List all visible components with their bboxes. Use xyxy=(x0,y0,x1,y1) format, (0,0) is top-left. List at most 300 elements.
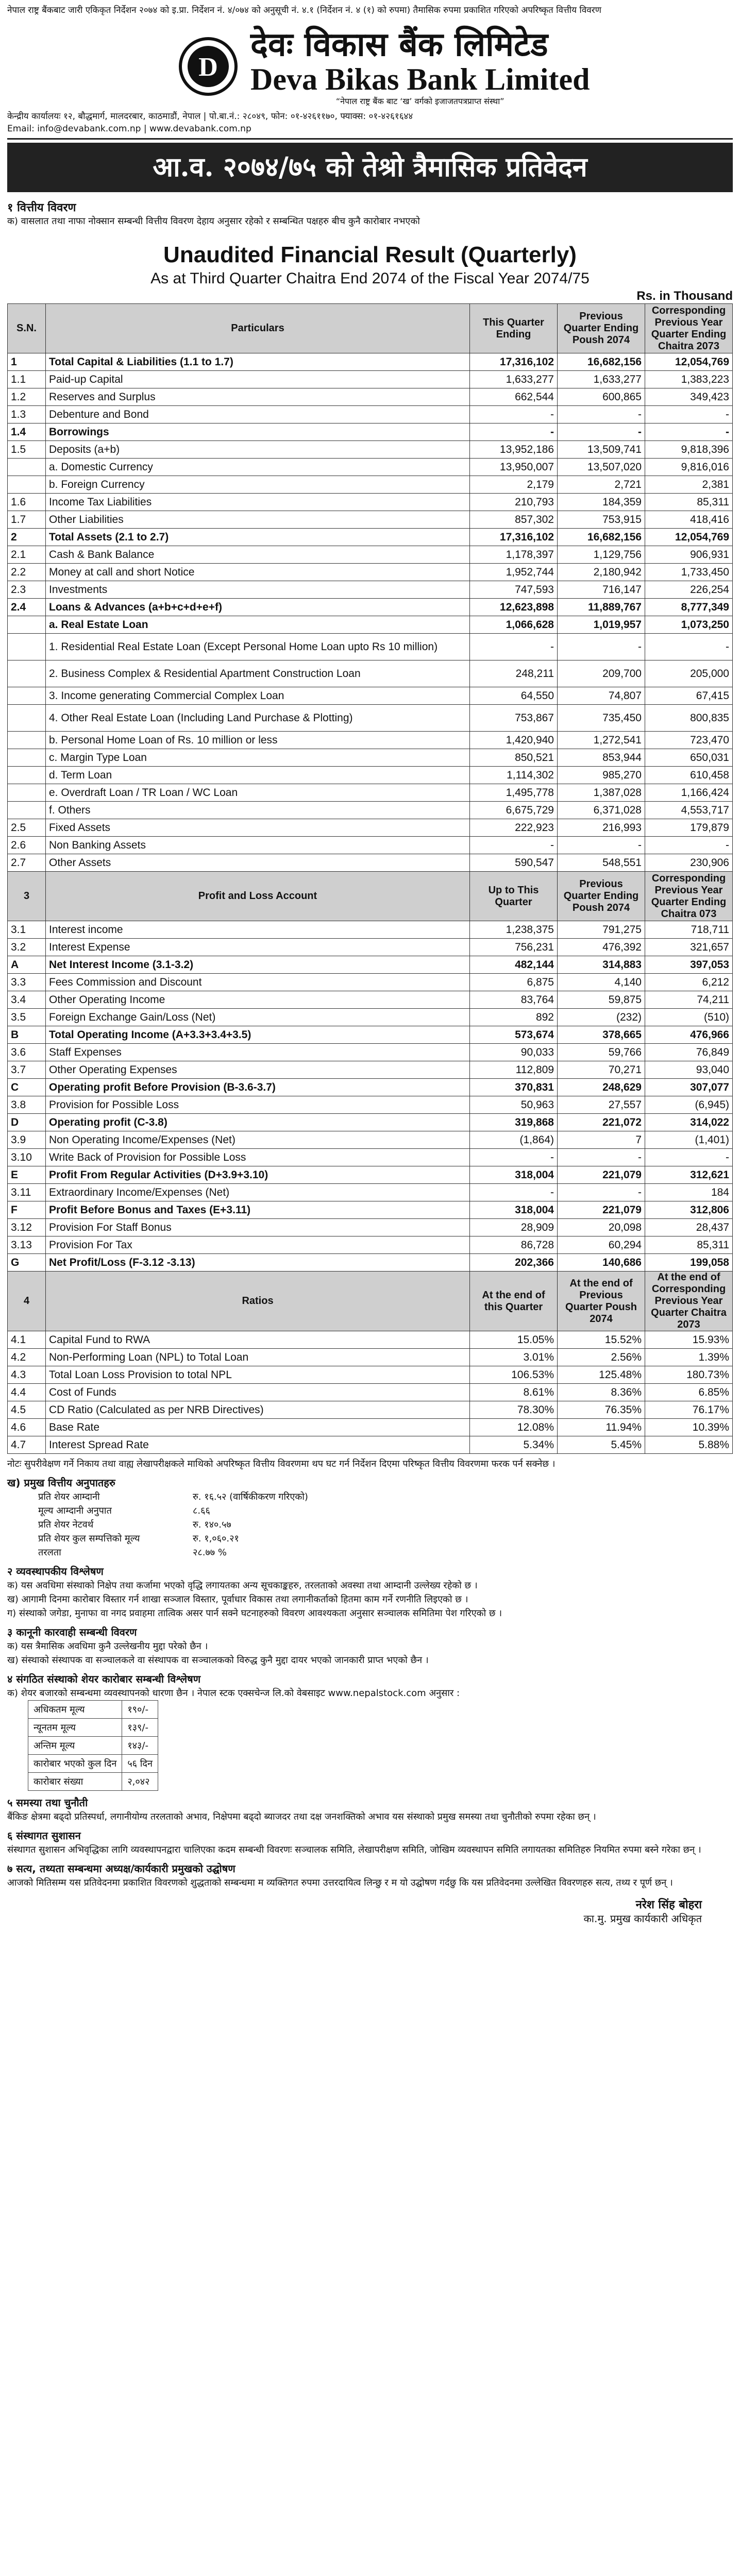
table-row xyxy=(8,1061,733,1079)
table-cell: 314,022 xyxy=(645,1114,733,1131)
table-cell: 1.5 xyxy=(8,441,46,459)
table-cell: - xyxy=(645,1149,733,1166)
table-cell: 662,544 xyxy=(470,388,558,406)
table-cell: 1,129,756 xyxy=(558,546,645,564)
section-2-para: ग) संस्थाको जगेडा, मुनाफा वा नगद प्रवाहमा तात्विक असर पार्न सक्ने घटनाहरुको विवरण आवश्यकता अनुसार सञ्चालक समितिमा पेश गरिएको छ । xyxy=(7,1608,502,1619)
table-cell: 753,867 xyxy=(470,705,558,732)
table-cell: Total Loan Loss Provision to total NPL xyxy=(46,1366,470,1384)
table-cell: 5.88% xyxy=(645,1436,733,1454)
table-cell: Interest income xyxy=(46,921,470,939)
table-cell: 85,311 xyxy=(645,494,733,511)
table-cell: 1,114,302 xyxy=(470,767,558,784)
table-cell: - xyxy=(470,837,558,854)
section-4-heading: ४ संगठित संस्थाको शेयर कारोबार सम्बन्धी विश्लेषण xyxy=(7,1673,201,1685)
table-cell: २,०४२ xyxy=(122,1773,158,1791)
table-cell: 4,553,717 xyxy=(645,802,733,819)
table-cell: 4.1 xyxy=(8,1331,46,1349)
table-cell: 735,450 xyxy=(558,705,645,732)
section-5-para: बैंकिङ क्षेत्रमा बढ्दो प्रतिस्पर्धा, लगानीयोग्य तरलताको अभाव, निक्षेपमा बढ्दो ब्याजदर तथा दक्ष जनशक्तिको अभाव यस संस्थाको प्रमुख समस्या तथा चुनौतीको रुपमा रहेका छन् । xyxy=(7,1811,596,1822)
table-cell: 397,053 xyxy=(645,956,733,974)
table-cell: 1,387,028 xyxy=(558,784,645,802)
table-cell: - xyxy=(558,634,645,660)
table-cell: 3.12 xyxy=(8,1219,46,1236)
table-cell: 86,728 xyxy=(470,1236,558,1254)
table-cell: 3.4 xyxy=(8,991,46,1009)
share-row xyxy=(28,1719,158,1737)
table-cell: 4.7 xyxy=(8,1436,46,1454)
table-cell: 76.35% xyxy=(558,1401,645,1419)
table-cell: 716,147 xyxy=(558,581,645,599)
share-row xyxy=(28,1755,158,1773)
table-cell: 180.73% xyxy=(645,1366,733,1384)
section-2-heading: २ व्यवस्थापकीय विश्लेषण xyxy=(7,1565,104,1578)
table-cell: 16,682,156 xyxy=(558,529,645,546)
table-row xyxy=(8,749,733,767)
table-row xyxy=(8,459,733,476)
table-row xyxy=(8,974,733,991)
header-cell: Corresponding Previous Year Quarter Ending Chaitra 073 xyxy=(645,872,733,921)
address-line: केन्द्रीय कार्यालयः १२, बौद्धमार्ग, मालदरबार, काठमाडौं, नेपाल | पो.बा.नं.: २८०४९, फोन: ०१-४२६११७०, फ्याक्स: ०१-४२६१६४४ xyxy=(7,111,413,122)
table-cell: 64,550 xyxy=(470,687,558,705)
table-cell: 221,072 xyxy=(558,1114,645,1131)
table-cell xyxy=(8,687,46,705)
table-cell: 2.1 xyxy=(8,546,46,564)
table-cell: 28,909 xyxy=(470,1219,558,1236)
table-row xyxy=(8,634,733,660)
table-cell: Provision For Tax xyxy=(46,1236,470,1254)
table-cell: 70,271 xyxy=(558,1061,645,1079)
table2-body xyxy=(8,921,733,1272)
table-cell: e. Overdraft Loan / TR Loan / WC Loan xyxy=(46,784,470,802)
table-cell: 2 xyxy=(8,529,46,546)
table-row xyxy=(8,1044,733,1061)
ratio-item xyxy=(38,1490,327,1504)
table-cell: 209,700 xyxy=(558,660,645,687)
table-row xyxy=(8,956,733,974)
table-cell: 1,495,778 xyxy=(470,784,558,802)
table-cell: Non Banking Assets xyxy=(46,837,470,854)
table-row xyxy=(8,423,733,441)
header-cell: Corresponding Previous Year Quarter Ending Chaitra 2073 xyxy=(645,304,733,353)
table-cell: 1,633,277 xyxy=(470,371,558,388)
table-cell: Profit Before Bonus and Taxes (E+3.11) xyxy=(46,1201,470,1219)
table-cell: 12,054,769 xyxy=(645,353,733,371)
table-cell: 1. Residential Real Estate Loan (Except Personal Home Loan upto Rs 10 million) xyxy=(46,634,470,660)
header-cell: At the end of Previous Quarter Poush 2074 xyxy=(558,1272,645,1331)
table-cell: 4.3 xyxy=(8,1366,46,1384)
table-cell: 573,674 xyxy=(470,1026,558,1044)
table-cell: 9,816,016 xyxy=(645,459,733,476)
table-cell: 610,458 xyxy=(645,767,733,784)
ratios-heading: ख) प्रमुख वित्तीय अनुपातहरु xyxy=(7,1477,115,1489)
table-cell: F xyxy=(8,1201,46,1219)
table-cell: Total Capital & Liabilities (1.1 to 1.7) xyxy=(46,353,470,371)
table-cell: B xyxy=(8,1026,46,1044)
table-cell: 12.08% xyxy=(470,1419,558,1436)
table-cell: Paid-up Capital xyxy=(46,371,470,388)
table-cell: 5.45% xyxy=(558,1436,645,1454)
table-cell: 6.85% xyxy=(645,1384,733,1401)
table-row xyxy=(8,660,733,687)
table-cell: 2.4 xyxy=(8,599,46,616)
table-cell: 307,077 xyxy=(645,1079,733,1096)
table-cell: १४३/- xyxy=(122,1737,158,1755)
table2-header-body xyxy=(8,872,733,921)
table-cell: 6,875 xyxy=(470,974,558,991)
table-cell xyxy=(8,802,46,819)
table-cell: Provision for Possible Loss xyxy=(46,1096,470,1114)
table-cell: 76,849 xyxy=(645,1044,733,1061)
table-cell: 8,777,349 xyxy=(645,599,733,616)
footnote: नोटः सुपरीवेक्षण गर्ने निकाय तथा वाह्य लेखापरीक्षकले माथिको अपरिष्कृत वित्तीय विवरणमा थप घट गर्न निर्देशन दिएमा परिष्कृत वित्तीय विवरणमा फरक पर्न सक्नेछ । xyxy=(7,1459,556,1469)
notes-block xyxy=(7,1457,733,1926)
table-cell: ५६ दिन xyxy=(122,1755,158,1773)
table-cell: 2,179 xyxy=(470,476,558,494)
table-cell: 6,212 xyxy=(645,974,733,991)
table-cell: 15.05% xyxy=(470,1331,558,1349)
table-cell: 418,416 xyxy=(645,511,733,529)
table-cell: १९०/- xyxy=(122,1701,158,1719)
table-cell: Reserves and Surplus xyxy=(46,388,470,406)
table-cell: 13,950,007 xyxy=(470,459,558,476)
table-row xyxy=(8,767,733,784)
table-cell: (1,864) xyxy=(470,1131,558,1149)
table-cell: - xyxy=(645,423,733,441)
table-cell: 17,316,102 xyxy=(470,529,558,546)
table-cell: 221,079 xyxy=(558,1201,645,1219)
table-cell: 3.5 xyxy=(8,1009,46,1026)
table-cell: 15.52% xyxy=(558,1331,645,1349)
header-cell: This Quarter Ending xyxy=(470,304,558,353)
section-1-note: क) वासलात तथा नाफा नोक्सान सम्बन्धी वित्तीय विवरण देहाय अनुसार रहेको र सम्बन्धित पक्षहरु बीच कुनै कारोबार नभएको xyxy=(7,216,420,227)
table-row xyxy=(8,406,733,423)
table-cell: 318,004 xyxy=(470,1166,558,1184)
brand-text xyxy=(250,26,590,107)
table-cell: Total Operating Income (A+3.3+3.4+3.5) xyxy=(46,1026,470,1044)
table-cell: 1.4 xyxy=(8,423,46,441)
header-cell: 3 xyxy=(8,872,46,921)
table-row xyxy=(8,529,733,546)
table-row xyxy=(8,1219,733,1236)
header-cell: Previous Quarter Ending Poush 2074 xyxy=(558,872,645,921)
table-cell: 8.36% xyxy=(558,1384,645,1401)
table-cell: Borrowings xyxy=(46,423,470,441)
table-cell: 590,547 xyxy=(470,854,558,872)
table-cell: 3.9 xyxy=(8,1131,46,1149)
regulation-line: नेपाल राष्ट्र बैंकबाट जारी एकिकृत निर्देशन २०७४ को इ.प्रा. निर्देशन नं. ४/०७४ को अनुसूची नं. ४.१ (निर्देशन नं. ४ (१) को रुपमा) तैमासिक रुपमा प्रकाशित गरिएको अपरिष्कृत वित्तीय विवरण xyxy=(7,5,601,15)
table-cell: 319,868 xyxy=(470,1114,558,1131)
table-cell: Operating profit (C-3.8) xyxy=(46,1114,470,1131)
section-7-heading: ७ सत्य, तथ्यता सम्बन्धमा अध्यक्ष/कार्यकारी प्रमुखको उद्घोषण xyxy=(7,1862,236,1875)
table-cell: न्यूनतम मूल्य xyxy=(28,1719,122,1737)
table-cell: Cost of Funds xyxy=(46,1384,470,1401)
table-cell: 12,054,769 xyxy=(645,529,733,546)
table-cell: a. Real Estate Loan xyxy=(46,616,470,634)
table-cell: 60,294 xyxy=(558,1236,645,1254)
table-cell: 1,019,957 xyxy=(558,616,645,634)
ratio-value: रु. १,०६०.२१ xyxy=(193,1533,239,1544)
report-banner: आ.व. २०७४/७५ को तेश्रो त्रैमासिक प्रतिवेदन xyxy=(7,143,733,192)
table-cell: 1,073,250 xyxy=(645,616,733,634)
table-row xyxy=(8,1149,733,1166)
table-cell: - xyxy=(645,634,733,660)
table-cell: अन्तिम मूल्य xyxy=(28,1737,122,1755)
table-cell xyxy=(8,749,46,767)
table-row xyxy=(8,599,733,616)
ratio-label: प्रति शेयर आम्दानी xyxy=(38,1492,100,1502)
table-cell: - xyxy=(470,406,558,423)
table-cell: 476,392 xyxy=(558,939,645,956)
table1-body xyxy=(8,353,733,872)
table-cell: 3.3 xyxy=(8,974,46,991)
table-cell: 1 xyxy=(8,353,46,371)
table-cell: 600,865 xyxy=(558,388,645,406)
table-cell: 718,711 xyxy=(645,921,733,939)
table-cell: Net Interest Income (3.1-3.2) xyxy=(46,956,470,974)
table-cell: 892 xyxy=(470,1009,558,1026)
table-cell: 222,923 xyxy=(470,819,558,837)
table-row xyxy=(8,441,733,459)
share-row xyxy=(28,1701,158,1719)
table-row xyxy=(8,494,733,511)
ratio-value: ८.६६ xyxy=(193,1505,210,1516)
table-row xyxy=(8,1184,733,1201)
brand-header xyxy=(7,23,733,110)
table-row xyxy=(8,616,733,634)
table-cell: - xyxy=(558,837,645,854)
table-cell xyxy=(8,660,46,687)
table-cell: (6,945) xyxy=(645,1096,733,1114)
table-cell: 226,254 xyxy=(645,581,733,599)
table-cell: 59,875 xyxy=(558,991,645,1009)
table-cell: 1,952,744 xyxy=(470,564,558,581)
table-cell: 2.5 xyxy=(8,819,46,837)
table-cell: f. Others xyxy=(46,802,470,819)
share-row xyxy=(28,1773,158,1791)
table-cell: 76.17% xyxy=(645,1401,733,1419)
table-cell: 753,915 xyxy=(558,511,645,529)
table-cell: 4,140 xyxy=(558,974,645,991)
table-cell: 650,031 xyxy=(645,749,733,767)
table-cell: (232) xyxy=(558,1009,645,1026)
table-cell: 221,079 xyxy=(558,1166,645,1184)
table-cell: C xyxy=(8,1079,46,1096)
table-cell: 83,764 xyxy=(470,991,558,1009)
table-cell: Other Operating Expenses xyxy=(46,1061,470,1079)
table-cell: - xyxy=(470,1149,558,1166)
share-row xyxy=(28,1737,158,1755)
table-cell xyxy=(8,634,46,660)
table-cell: 16,682,156 xyxy=(558,353,645,371)
table-row xyxy=(8,837,733,854)
header-cell: At the end of Corresponding Previous Year Quarter Chaitra 2073 xyxy=(645,1272,733,1331)
table-cell: १३९/- xyxy=(122,1719,158,1737)
table-cell: 7 xyxy=(558,1131,645,1149)
company-tagline: “नेपाल राष्ट्र बैंक बाट ‘ख’ वर्गको इजाजतपत्रप्राप्त संस्था” xyxy=(335,96,504,106)
table-row xyxy=(8,784,733,802)
ratio-value: रु. १४०.५७ xyxy=(193,1519,231,1530)
table-cell: 15.93% xyxy=(645,1331,733,1349)
table-cell: 179,879 xyxy=(645,819,733,837)
table-cell: - xyxy=(558,423,645,441)
table-cell: - xyxy=(645,837,733,854)
table-cell: Provision For Staff Bonus xyxy=(46,1219,470,1236)
table1-header-row xyxy=(8,304,733,353)
table-cell: Operating profit Before Provision (B-3.6-3.7) xyxy=(46,1079,470,1096)
table-cell: 27,557 xyxy=(558,1096,645,1114)
table-row xyxy=(8,705,733,732)
table-cell: 3.1 xyxy=(8,921,46,939)
table-row xyxy=(8,1419,733,1436)
header-cell: Profit and Loss Account xyxy=(46,872,470,921)
table-cell: 1,166,424 xyxy=(645,784,733,802)
table-cell: E xyxy=(8,1166,46,1184)
table-cell: 349,423 xyxy=(645,388,733,406)
table-row xyxy=(8,371,733,388)
table-row xyxy=(8,802,733,819)
table-row xyxy=(8,1236,733,1254)
table-cell: 184 xyxy=(645,1184,733,1201)
table-cell xyxy=(8,767,46,784)
table-cell: Other Liabilities xyxy=(46,511,470,529)
table-row xyxy=(8,1384,733,1401)
signature-block xyxy=(7,1898,733,1926)
table-cell: 3.13 xyxy=(8,1236,46,1254)
table-row xyxy=(8,819,733,837)
table-cell: 2. Business Complex & Residential Apartment Construction Loan xyxy=(46,660,470,687)
table-cell: 140,686 xyxy=(558,1254,645,1272)
table-row xyxy=(8,1254,733,1272)
table-row xyxy=(8,1009,733,1026)
table-cell: Extraordinary Income/Expenses (Net) xyxy=(46,1184,470,1201)
bank-logo-icon xyxy=(177,36,239,97)
table2-header-row xyxy=(8,872,733,921)
header-cell: Particulars xyxy=(46,304,470,353)
ratio-value: २८.७७ % xyxy=(193,1547,227,1558)
table-cell: 791,275 xyxy=(558,921,645,939)
table-cell: 2,180,942 xyxy=(558,564,645,581)
table-row xyxy=(8,854,733,872)
table-cell: 1.3 xyxy=(8,406,46,423)
table-row xyxy=(8,353,733,371)
table-cell: b. Foreign Currency xyxy=(46,476,470,494)
table-cell: - xyxy=(470,1184,558,1201)
table-cell xyxy=(8,616,46,634)
section-6-para: संस्थागत सुशासन अभिवृद्धिका लागि व्यवस्थापनद्वारा चालिएका कदम सम्बन्धी विवरणः सञ्चालक समिति, लेखापरीक्षण समिति, जोखिम व्यवस्थापन समिति लगायतका समितिहरु नियमित रुपमा बस्ने गरेका छन् । xyxy=(7,1844,701,1855)
table-cell: 74,807 xyxy=(558,687,645,705)
table-cell: 90,033 xyxy=(470,1044,558,1061)
table-cell: - xyxy=(558,406,645,423)
table-cell: 6,675,729 xyxy=(470,802,558,819)
table-cell: CD Ratio (Calculated as per NRB Directives) xyxy=(46,1401,470,1419)
table-row xyxy=(8,921,733,939)
table-cell: 13,509,741 xyxy=(558,441,645,459)
table-cell: 17,316,102 xyxy=(470,353,558,371)
table-cell: Foreign Exchange Gain/Loss (Net) xyxy=(46,1009,470,1026)
table-cell: 4. Other Real Estate Loan (Including Land Purchase & Plotting) xyxy=(46,705,470,732)
table-row xyxy=(8,991,733,1009)
table-cell: 1,238,375 xyxy=(470,921,558,939)
table-cell: 2.2 xyxy=(8,564,46,581)
table-cell: D xyxy=(8,1114,46,1131)
table-cell: 723,470 xyxy=(645,732,733,749)
ratio-label: प्रति शेयर नेटवर्थ xyxy=(38,1519,94,1530)
table-cell: 1,633,277 xyxy=(558,371,645,388)
table-cell: 67,415 xyxy=(645,687,733,705)
table-cell: Profit From Regular Activities (D+3.9+3.10) xyxy=(46,1166,470,1184)
table-cell: 2.3 xyxy=(8,581,46,599)
table-cell: 20,098 xyxy=(558,1219,645,1236)
table-cell: 1,733,450 xyxy=(645,564,733,581)
address-block xyxy=(7,110,733,140)
table-row xyxy=(8,1349,733,1366)
table3-header-row xyxy=(8,1272,733,1331)
table-cell: 93,040 xyxy=(645,1061,733,1079)
table-cell: 800,835 xyxy=(645,705,733,732)
table-cell: 857,302 xyxy=(470,511,558,529)
table-cell: b. Personal Home Loan of Rs. 10 million or less xyxy=(46,732,470,749)
table-cell: Write Back of Provision for Possible Loss xyxy=(46,1149,470,1166)
table-cell xyxy=(8,459,46,476)
company-name-nepali: देवः विकास बैंक लिमिटेड xyxy=(250,25,548,64)
share-stats-table xyxy=(28,1700,158,1791)
header-cell: S.N. xyxy=(8,304,46,353)
table-cell: 756,231 xyxy=(470,939,558,956)
signatory-name: नरेश सिंह बोहरा xyxy=(635,1899,702,1911)
table-row xyxy=(8,687,733,705)
table-cell: 370,831 xyxy=(470,1079,558,1096)
table-cell: 3.7 xyxy=(8,1061,46,1079)
table-cell: 5.34% xyxy=(470,1436,558,1454)
table-cell: (510) xyxy=(645,1009,733,1026)
table-row xyxy=(8,1436,733,1454)
svg-text:D: D xyxy=(198,53,218,82)
table-cell: 985,270 xyxy=(558,767,645,784)
table-cell: कारोबार संख्या xyxy=(28,1773,122,1791)
signatory-title: का.मु. प्रमुख कार्यकारी अधिकृत xyxy=(583,1912,702,1925)
table-cell: Non Operating Income/Expenses (Net) xyxy=(46,1131,470,1149)
table-cell: 2.6 xyxy=(8,837,46,854)
table-cell: (1,401) xyxy=(645,1131,733,1149)
table-cell: 248,629 xyxy=(558,1079,645,1096)
table-cell: Non-Performing Loan (NPL) to Total Loan xyxy=(46,1349,470,1366)
table-cell: 3. Income generating Commercial Complex Loan xyxy=(46,687,470,705)
table-cell: - xyxy=(558,1184,645,1201)
table-cell: अधिकतम मूल्य xyxy=(28,1701,122,1719)
table-cell: Investments xyxy=(46,581,470,599)
table-cell: 1,272,541 xyxy=(558,732,645,749)
table-cell: 321,657 xyxy=(645,939,733,956)
table-cell: 8.61% xyxy=(470,1384,558,1401)
table3-header-body xyxy=(8,1272,733,1331)
table-cell: 3.8 xyxy=(8,1096,46,1114)
ratio-label: तरलता xyxy=(38,1547,61,1558)
table-row xyxy=(8,511,733,529)
table-cell: 10.39% xyxy=(645,1419,733,1436)
financial-table xyxy=(7,303,733,1454)
table-cell: Net Profit/Loss (F-3.12 -3.13) xyxy=(46,1254,470,1272)
table-cell: 476,966 xyxy=(645,1026,733,1044)
table-cell: a. Domestic Currency xyxy=(46,459,470,476)
section-3-para: क) यस त्रैमासिक अवधिमा कुनै उल्लेखनीय मुद्दा परेको छैन । xyxy=(7,1641,208,1652)
section-4-para: क) शेयर बजारको सम्बन्धमा व्यवस्थापनको धारणा छैन । नेपाल स्टक एक्सचेन्ज लि.को वेबसाइट www.nepalstock.com अनुसार : xyxy=(7,1688,460,1699)
table-cell: - xyxy=(470,423,558,441)
ratio-list xyxy=(7,1490,733,1560)
header-cell: Ratios xyxy=(46,1272,470,1331)
table-row xyxy=(8,1401,733,1419)
report-title: Unaudited Financial Result (Quarterly) xyxy=(163,242,577,267)
table-cell: 106.53% xyxy=(470,1366,558,1384)
